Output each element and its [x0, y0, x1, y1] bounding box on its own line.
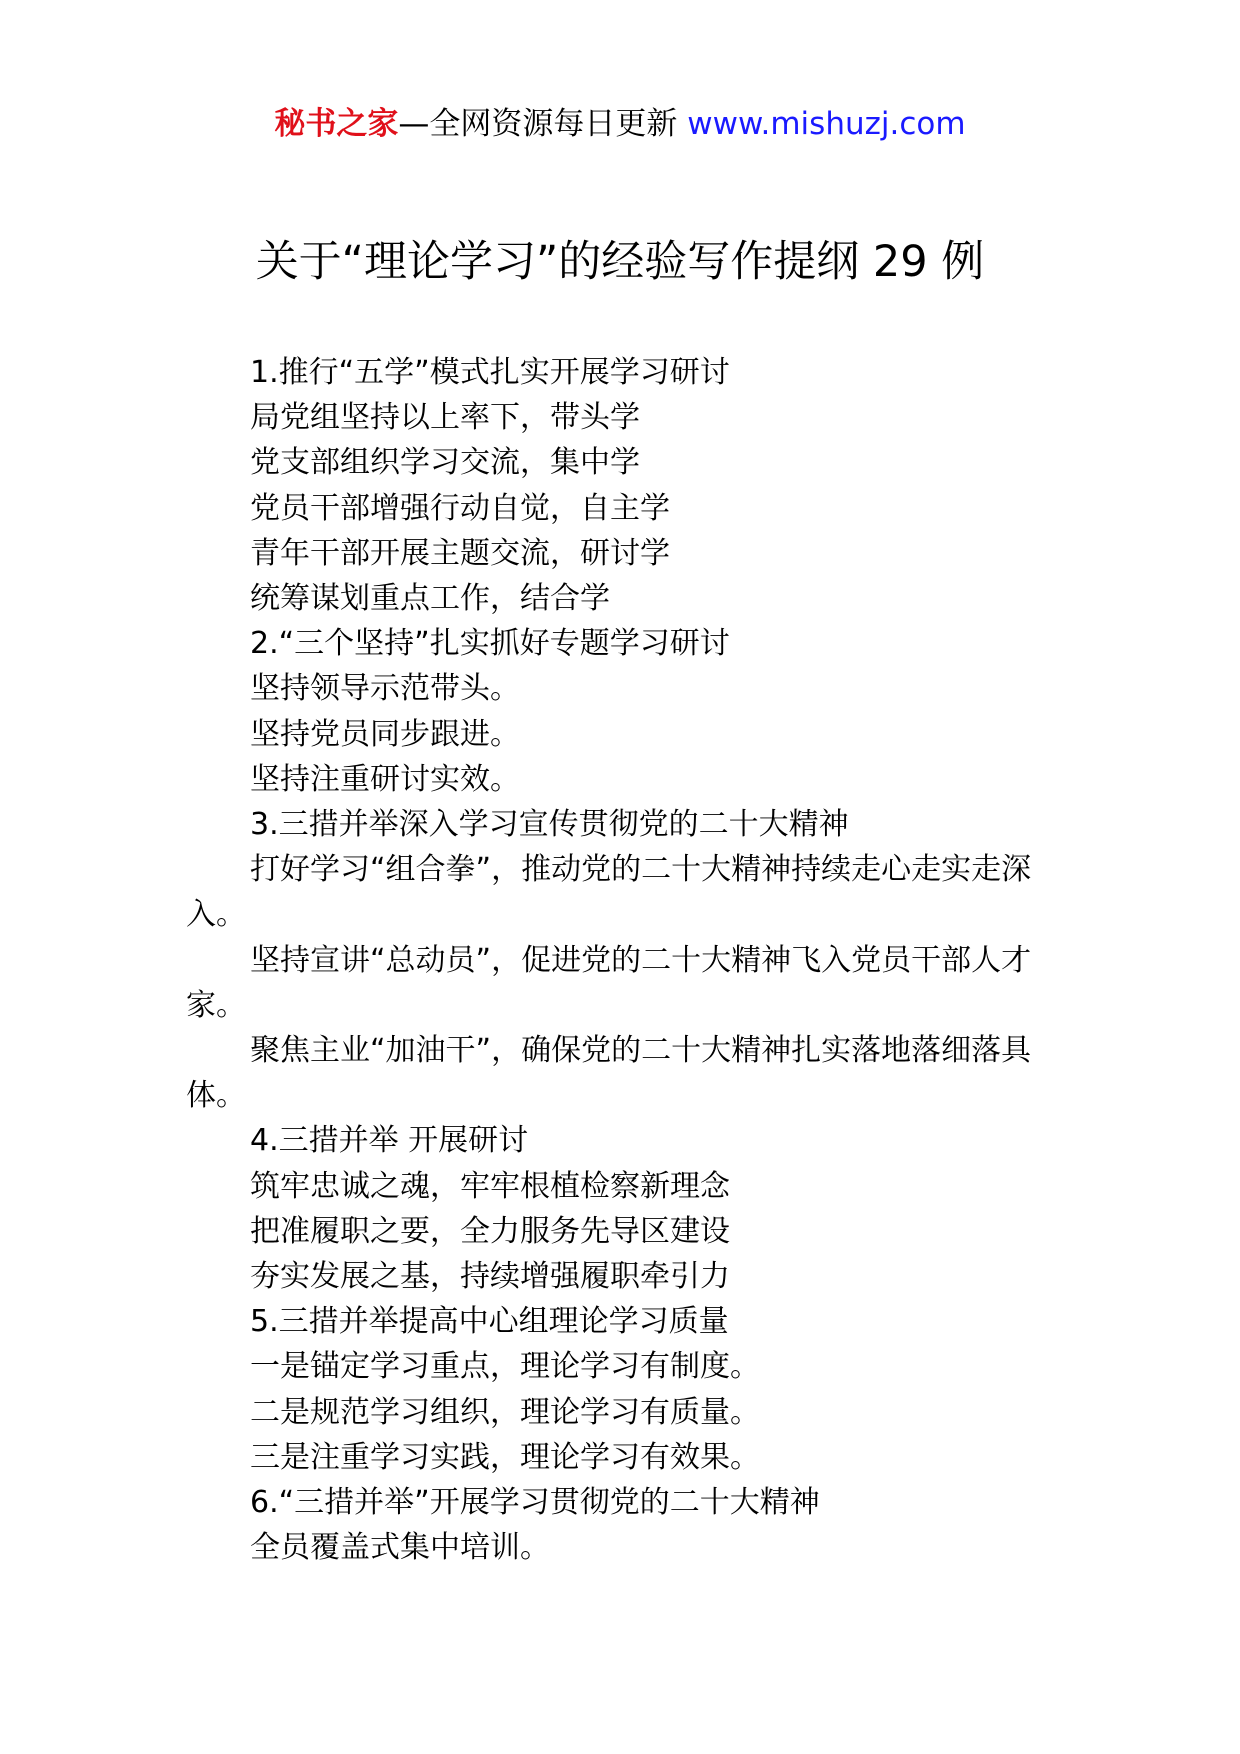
- heading-item-5: 5.三措并举提高中心组理论学习质量: [250, 1304, 729, 1340]
- list-item: 局党组坚持以上率下，带头学: [250, 400, 640, 436]
- list-item: 坚持领导示范带头。: [250, 671, 520, 707]
- list-item: 坚持党员同步跟进。: [250, 716, 520, 752]
- list-item: 三是注重学习实践，理论学习有效果。: [250, 1439, 760, 1475]
- site-url-link[interactable]: www.mishuzj.com: [687, 106, 966, 142]
- list-item: 统筹谋划重点工作，结合学: [250, 581, 610, 617]
- paragraph: 聚焦主业“加油干”，确保党的二十大精神扎实落地落细落具体。: [186, 1033, 1032, 1114]
- heading-item-1: 1.推行“五学”模式扎实开展学习研讨: [250, 355, 730, 390]
- document-body: [186, 350, 1056, 1570]
- list-item: 青年干部开展主题交流，研讨学: [250, 535, 670, 571]
- paragraph: 坚持宣讲“总动员”，促进党的二十大精神飞入党员干部人才家。: [186, 942, 1032, 1023]
- heading-item-6: 6.“三措并举”开展学习贯彻党的二十大精神: [250, 1485, 820, 1521]
- list-item: 筑牢忠诚之魂，牢牢根植检察新理念: [250, 1168, 730, 1204]
- list-item: 二是规范学习组织，理论学习有质量。: [250, 1394, 760, 1430]
- heading-item-2: 2.“三个坚持”扎实抓好专题学习研讨: [250, 626, 730, 662]
- header-tagline: —全网资源每日更新: [398, 106, 678, 142]
- list-item: 把准履职之要，全力服务先导区建设: [250, 1213, 730, 1249]
- list-item: 一是锚定学习重点，理论学习有制度。: [250, 1349, 760, 1385]
- list-item: 全员覆盖式集中培训。: [250, 1530, 550, 1566]
- list-item: 党支部组织学习交流，集中学: [250, 445, 640, 481]
- site-header: [0, 98, 1240, 150]
- list-item: 党员干部增强行动自觉，自主学: [250, 490, 670, 526]
- list-item: 坚持注重研讨实效。: [250, 761, 520, 797]
- list-item: 夯实发展之基，持续增强履职牵引力: [250, 1259, 730, 1295]
- heading-item-4: 4.三措并举 开展研讨: [250, 1123, 529, 1159]
- paragraph: 打好学习“组合拳”，推动党的二十大精神持续走心走实走深入。: [186, 852, 1032, 933]
- brand-name: 秘书之家: [274, 106, 399, 142]
- heading-item-3: 3.三措并举深入学习宣传贯彻党的二十大精神: [250, 807, 849, 843]
- document-title: 关于“理论学习”的经验写作提纲 29 例: [255, 237, 985, 287]
